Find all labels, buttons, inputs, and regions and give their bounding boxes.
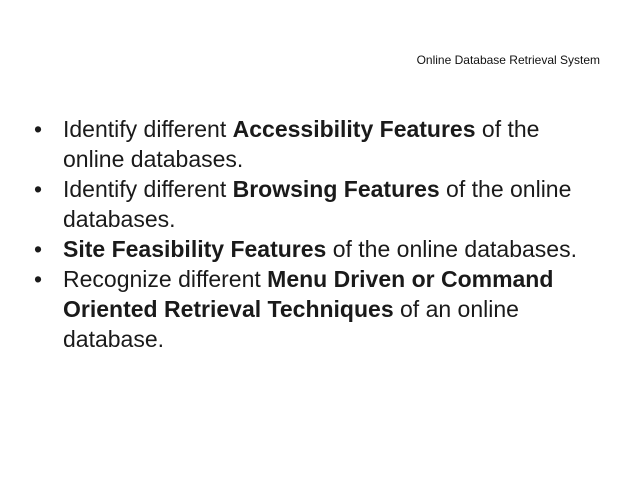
bullet-text-post: of the online databases. [63, 116, 540, 172]
bullet-text-bold: Site Feasibility Features [63, 236, 327, 262]
bullet-text-post: of the online databases. [63, 176, 572, 232]
bullet-text-pre: Identify different [63, 176, 233, 202]
bullet-text-bold: Accessibility Features [232, 116, 476, 142]
bullet-text-bold: Browsing Features [232, 176, 440, 202]
bullet-dot-icon: • [34, 116, 43, 142]
bullet-item-browsing [34, 174, 604, 234]
bullet-dot-icon: • [34, 176, 43, 202]
bullet-text-pre: Identify different [63, 116, 233, 142]
bullet-list [34, 114, 604, 354]
bullet-dot-icon: • [34, 266, 43, 292]
bullet-text-bold: Menu Driven or Command Oriented Retrieval Techniques [63, 266, 554, 322]
bullet-text-post: of the online databases. [326, 236, 577, 262]
bullet-text-post: of an online database. [63, 296, 519, 352]
bullet-text-pre: Recognize different [63, 266, 268, 292]
bullet-dot-icon: • [34, 236, 43, 262]
slide-header-title: Online Database Retrieval System [416, 53, 600, 67]
bullet-item-retrieval-techniques [34, 264, 604, 354]
bullet-item-accessibility [34, 114, 604, 174]
bullet-item-site-feasibility [34, 234, 604, 264]
